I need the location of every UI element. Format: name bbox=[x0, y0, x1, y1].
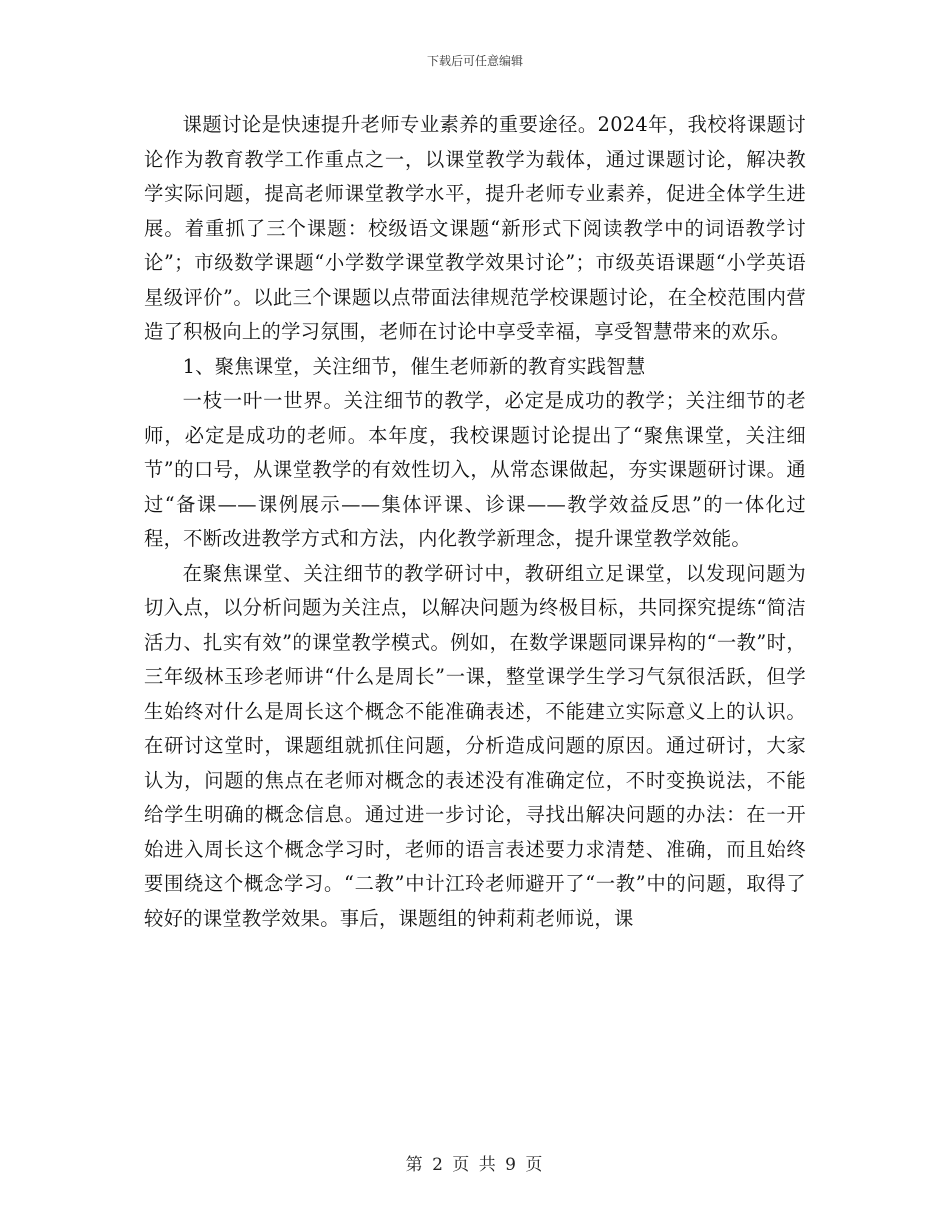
paragraph-example: 在聚焦课堂、关注细节的教学研讨中，教研组立足课堂，以发现问题为切入点，以分析问题为关注点，以解决问题为终极目标，共同探究提练“简洁活力、扎实有效”的课堂教学模式。例如，在数学课题同课异构的“一教”时，三年级林玉珍老师讲“什么是周长”一课，整堂课学生学习气氛很活跃，但学生始终对什么是周长这个概念不能准确表述，不能建立实际意义上的认识。在研讨这堂时，课题组就抓住问题，分析造成问题的原因。通过研讨，大家认为，问题的焦点在老师对概念的表述没有准确定位，不时变换说法，不能给学生明确的概念信息。通过进一步讨论，寻找出解决问题的办法：在一开始进入周长这个概念学习时，老师的语言表述要力求清楚、准确，而且始终要围绕这个概念学习。“二教”中计江玲老师避开了“一教”中的问题，取得了较好的课堂教学效果。事后，课题组的钟莉莉老师说，课 bbox=[144, 561, 806, 930]
page-header: 下载后可任意编辑 bbox=[426, 54, 523, 68]
page-number: 第 2 页 共 9 页 bbox=[405, 1155, 545, 1175]
paragraph-intro: 课题讨论是快速提升老师专业素养的重要途径。2024年，我校将课题讨论作为教育教学工作重点之一，以课堂教学为载体，通过课题讨论，解决教学实际问题，提高老师课堂教学水平，提升老师专业素养，促进全体学生进展。着重抓了三个课题：校级语文课题“新形式下阅读教学中的词语教学讨论”；市级数学课题“小学数学课堂教学效果讨论”；市级英语课题“小学英语星级评价”。以此三个课题以点带面法律规范学校课题讨论，在全校范围内营造了积极向上的学习氛围，老师在讨论中享受幸福，享受智慧带来的欢乐。 bbox=[144, 113, 806, 343]
section-heading: 1、聚焦课堂，关注细节，催生老师新的教育实践智慧 bbox=[182, 354, 646, 378]
paragraph-details: 一枝一叶一世界。关注细节的教学，必定是成功的教学；关注细节的老师，必定是成功的老师。本年度，我校课题讨论提出了“聚焦课堂，关注细节”的口号，从课堂教学的有效性切入，从常态课做起，夯实课题研讨课。通过“备课——课例展示——集体评课、诊课——教学效益反思”的一体化过程，不断改进教学方式和方法，内化教学新理念，提升课堂教学效能。 bbox=[144, 389, 806, 550]
document-body bbox=[144, 108, 806, 936]
